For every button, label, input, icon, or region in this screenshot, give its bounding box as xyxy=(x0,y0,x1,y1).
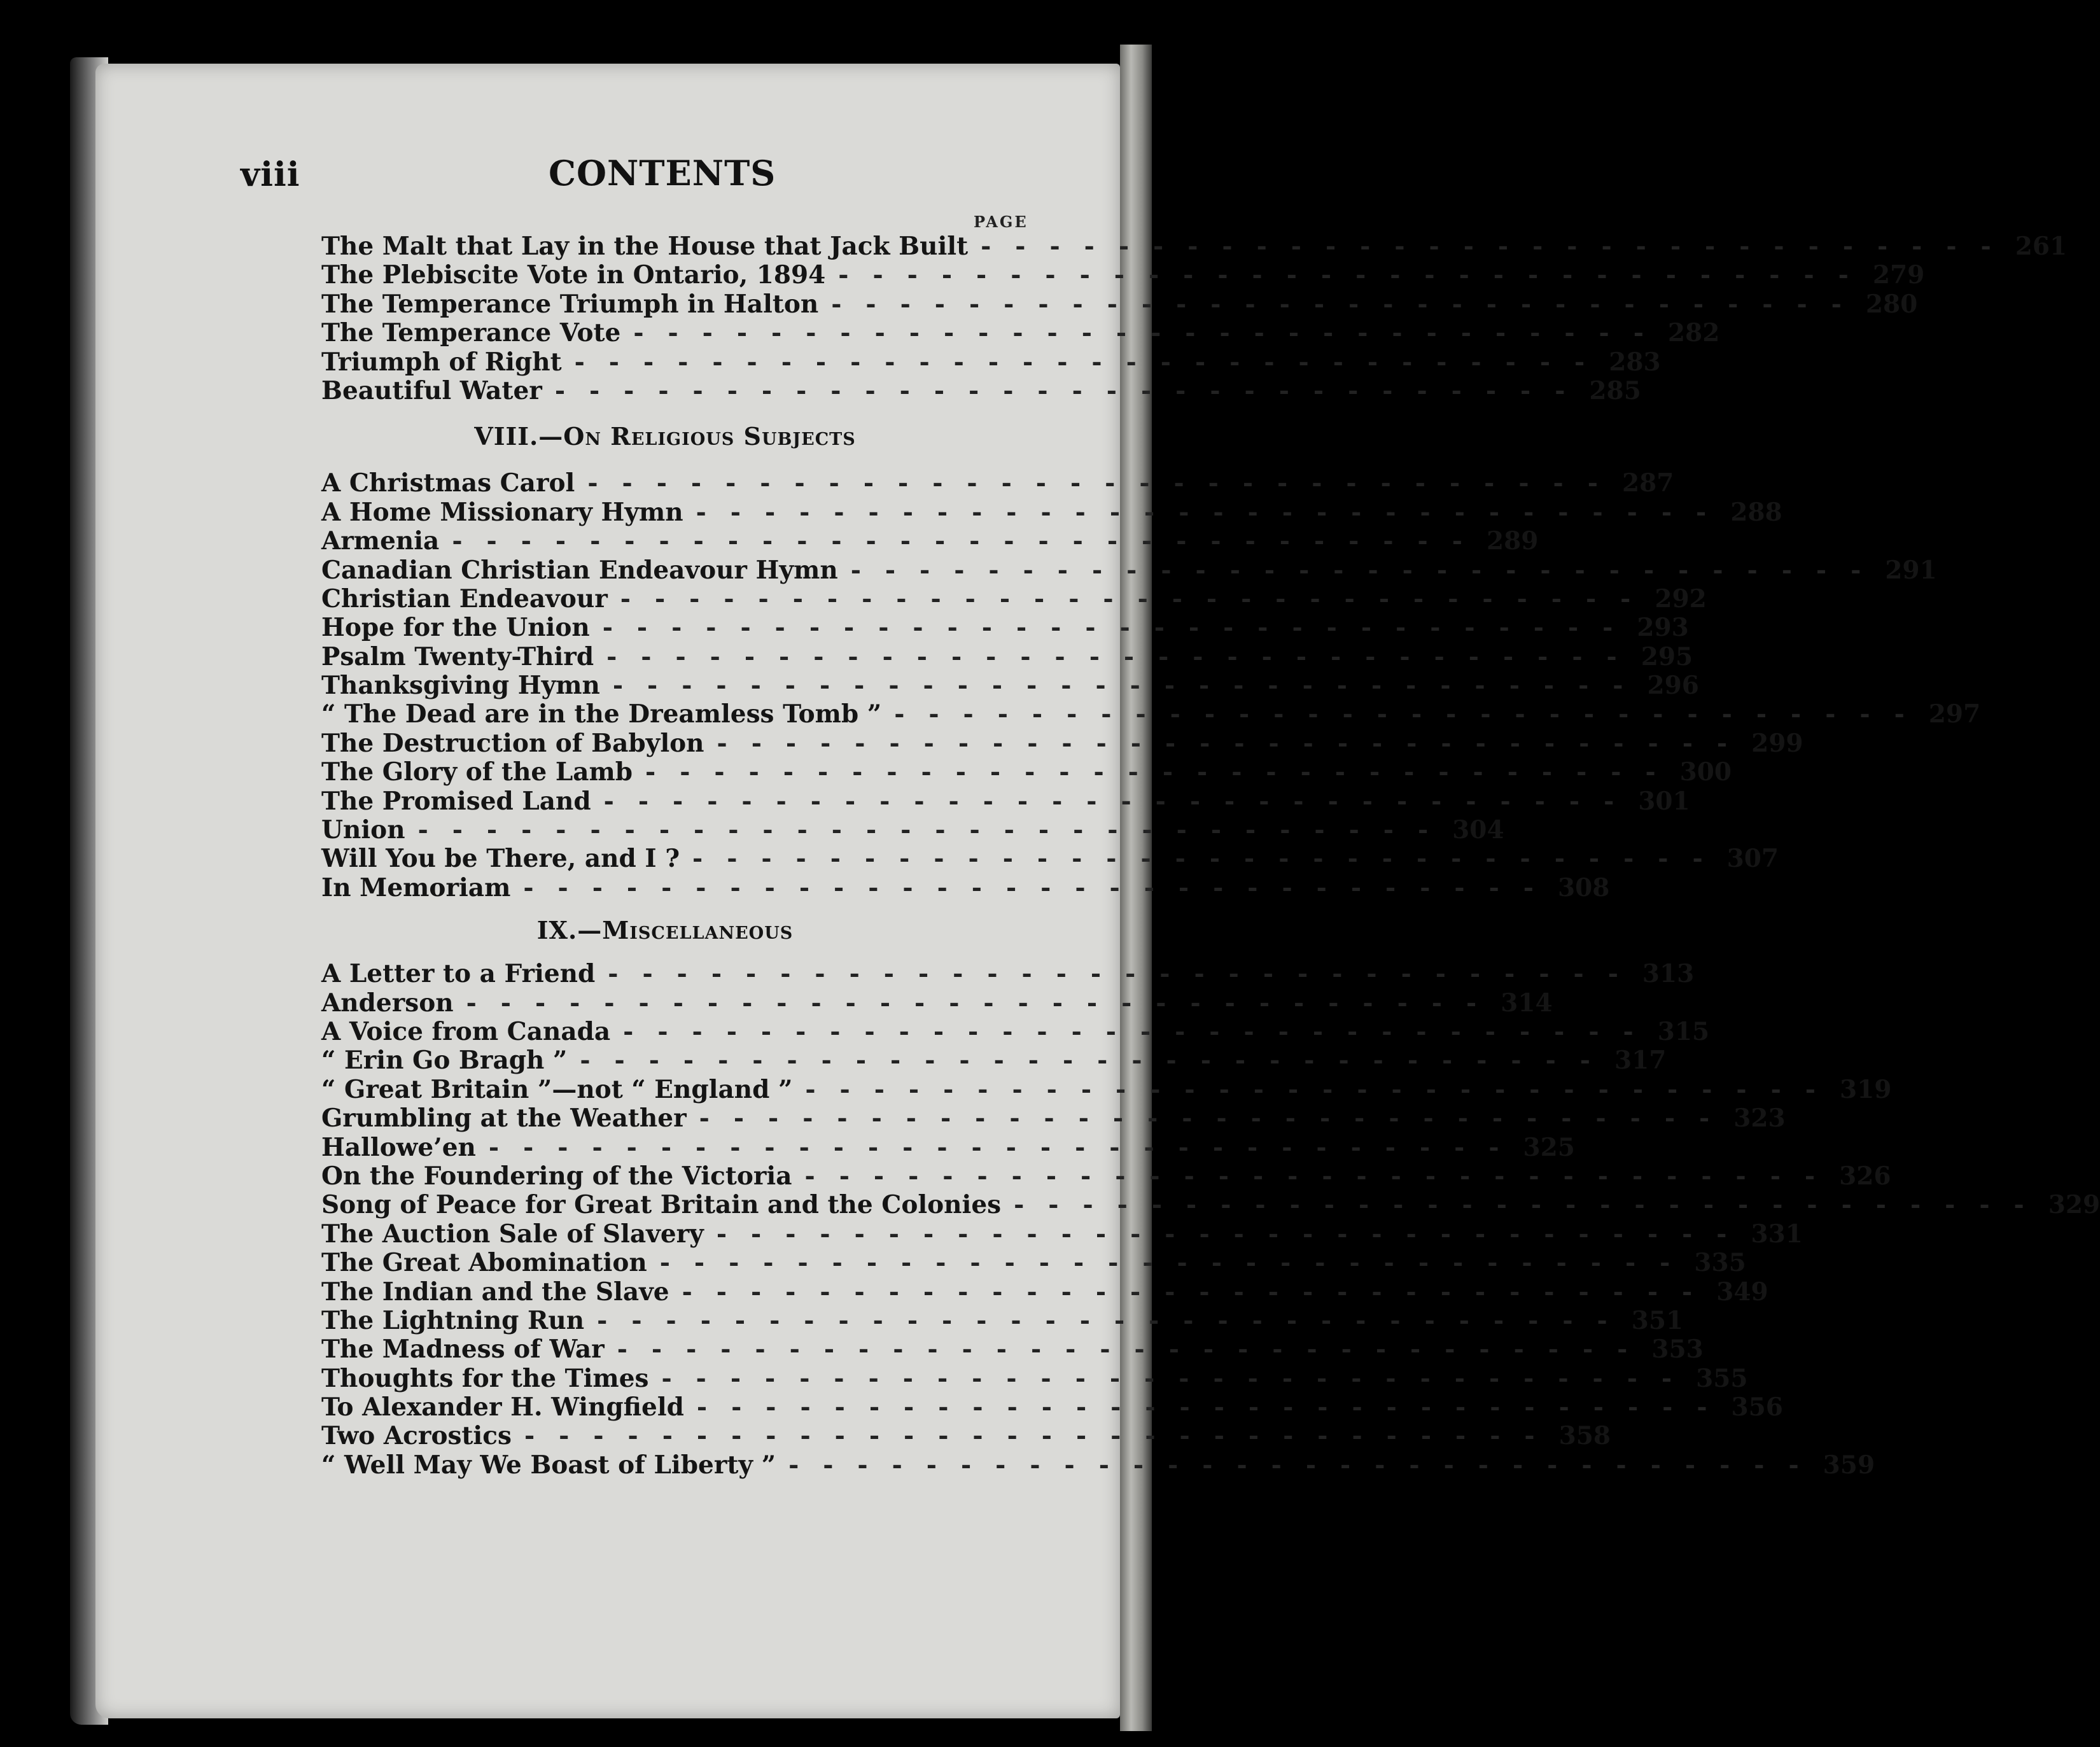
dot-leader: ------------------------------ xyxy=(466,988,1501,1018)
toc-entry xyxy=(321,260,1925,290)
toc-entry xyxy=(321,555,1937,585)
toc-entry-title: The Plebiscite Vote in Ontario, 1894 xyxy=(321,260,826,290)
dot-leader: ------------------------------ xyxy=(617,1335,1652,1365)
toc-entry-title: “ Erin Go Bragh ” xyxy=(321,1046,568,1076)
toc-entry xyxy=(321,232,2068,261)
dot-leader: ------------------------------ xyxy=(804,1161,1840,1191)
toc-section-religious xyxy=(321,405,1981,902)
toc-entry-title: A Voice from Canada xyxy=(321,1016,611,1046)
dot-leader: ------------------------------ xyxy=(554,375,1590,405)
dot-leader: ------------------------------ xyxy=(805,1074,1840,1104)
dot-leader: ------------------------------ xyxy=(645,757,1680,787)
toc-entry xyxy=(321,728,1803,758)
dot-leader: ------------------------------ xyxy=(838,260,1873,290)
toc-entry xyxy=(321,1046,1667,1076)
toc-entry xyxy=(321,1363,1748,1393)
toc-entry-title: The Indian and the Slave xyxy=(321,1277,669,1307)
toc-entry-page: 304 xyxy=(1452,815,1504,845)
dot-leader: ------------------------------ xyxy=(981,232,2015,261)
toc-entry-page: 308 xyxy=(1557,873,1610,902)
toc-entry-page: 285 xyxy=(1589,375,1641,405)
toc-entry-title: Triumph of Right xyxy=(321,347,562,377)
toc-entry xyxy=(321,584,1707,614)
dot-leader: ------------------------------ xyxy=(597,1305,1632,1335)
toc-entry-title: The Malt that Lay in the House that Jack Built xyxy=(321,232,969,261)
toc-entry-title: The Lightning Run xyxy=(321,1305,585,1335)
toc-entry-page: 326 xyxy=(1839,1161,1891,1191)
toc-entry-page: 335 xyxy=(1694,1248,1746,1278)
dot-leader: ------------------------------ xyxy=(717,728,1752,758)
toc-entry xyxy=(321,468,1674,498)
toc-entry-page: 295 xyxy=(1641,642,1693,671)
toc-entry xyxy=(321,1393,1783,1422)
toc-entry-page: 297 xyxy=(1928,699,1981,729)
toc-entry-title: The Temperance Triumph in Halton xyxy=(321,289,819,319)
dot-leader: ------------------------------ xyxy=(682,1277,1717,1307)
dot-leader: ------------------------------ xyxy=(894,699,1929,729)
dot-leader: ------------------------------ xyxy=(661,1363,1697,1393)
section-heading: VIII.—On Religious Subjects xyxy=(474,422,856,451)
toc-entry-title: Psalm Twenty-Third xyxy=(321,642,594,671)
toc-entry-page: 289 xyxy=(1486,526,1539,556)
toc-entry-title: Two Acrostics xyxy=(321,1421,512,1451)
toc-entry xyxy=(321,1450,1875,1480)
toc-entry-title: Canadian Christian Endeavour Hymn xyxy=(321,555,838,585)
toc-entry xyxy=(321,988,1553,1018)
toc-entry-title: Beautiful Water xyxy=(321,375,542,405)
toc-entry xyxy=(321,318,1720,348)
dot-leader: ------------------------------ xyxy=(603,786,1639,816)
toc-entry-page: 313 xyxy=(1642,959,1695,989)
toc-entry-title: Grumbling at the Weather xyxy=(321,1104,687,1133)
dot-leader: ------------------------------ xyxy=(716,1219,1751,1249)
toc-entry-page: 299 xyxy=(1751,728,1803,758)
dot-leader: ------------------------------ xyxy=(602,613,1637,643)
toc-entry-page: 288 xyxy=(1730,497,1782,527)
toc-entry-title: A Home Missionary Hymn xyxy=(321,497,683,527)
toc-entry xyxy=(321,1277,1768,1307)
dot-leader: ------------------------------ xyxy=(659,1248,1695,1278)
toc-entry-title: Armenia xyxy=(321,526,440,556)
toc-entry-page: 355 xyxy=(1696,1363,1748,1393)
toc-entry xyxy=(321,1161,1891,1191)
toc-entry xyxy=(321,1305,1684,1335)
toc-entry-page: 356 xyxy=(1731,1393,1783,1422)
toc-entry-title: On the Foundering of the Victoria xyxy=(321,1161,792,1191)
toc-entry xyxy=(321,1421,1611,1451)
toc-entry xyxy=(321,1335,1704,1365)
dot-leader: ------------------------------ xyxy=(620,584,1655,614)
toc-entry xyxy=(321,1016,1710,1046)
toc-entry xyxy=(321,497,1782,527)
toc-entry xyxy=(321,1104,1786,1133)
toc-entry-title: The Promised Land xyxy=(321,786,591,816)
page-column-label: PAGE xyxy=(974,213,1028,231)
toc-entry xyxy=(321,815,1504,845)
toc-entry-title: “ The Dead are in the Dreamless Tomb ” xyxy=(321,699,882,729)
dot-leader: ------------------------------ xyxy=(788,1450,1823,1480)
dot-leader: ------------------------------ xyxy=(692,844,1727,874)
dot-leader: ------------------------------ xyxy=(612,671,1648,701)
toc-entry-page: 293 xyxy=(1637,613,1689,643)
toc-entry xyxy=(321,1248,1746,1278)
toc-entry xyxy=(321,289,1918,319)
toc-entry-page: 279 xyxy=(1872,260,1925,290)
table-of-contents xyxy=(321,232,2100,1480)
toc-entry-page: 280 xyxy=(1865,289,1918,319)
dot-leader: ------------------------------ xyxy=(831,289,1866,319)
dot-leader: ------------------------------ xyxy=(696,497,1731,527)
dot-leader: ------------------------------ xyxy=(580,1046,1614,1076)
dot-leader: ------------------------------ xyxy=(696,1393,1732,1422)
dot-leader: ------------------------------ xyxy=(1014,1190,2048,1220)
dot-leader: ------------------------------ xyxy=(574,347,1609,377)
toc-entry xyxy=(321,671,1699,701)
toc-entry-title: “ Well May We Boast of Liberty ” xyxy=(321,1450,776,1480)
toc-entry-title: “ Great Britain ”—not “ England ” xyxy=(321,1074,793,1104)
toc-entry xyxy=(321,1190,2100,1220)
toc-entry-page: 296 xyxy=(1647,671,1699,701)
toc-entry-page: 353 xyxy=(1651,1335,1704,1365)
toc-entry-page: 331 xyxy=(1751,1219,1803,1249)
toc-entry-title: The Auction Sale of Slavery xyxy=(321,1219,704,1249)
toc-entry-title: The Madness of War xyxy=(321,1335,605,1365)
toc-entry-page: 351 xyxy=(1631,1305,1684,1335)
dot-leader: ------------------------------ xyxy=(417,815,1453,845)
toc-entry-title: A Letter to a Friend xyxy=(321,959,596,989)
toc-entry-title: Hope for the Union xyxy=(321,613,590,643)
toc-entry xyxy=(321,613,1689,643)
toc-entry-page: 261 xyxy=(2015,232,2068,261)
toc-entry xyxy=(321,375,1641,405)
toc-entry-title: The Destruction of Babylon xyxy=(321,728,704,758)
section-heading: IX.—Miscellaneous xyxy=(536,916,794,945)
dot-leader: ------------------------------ xyxy=(587,468,1622,498)
toc-entry-page: 315 xyxy=(1657,1016,1710,1046)
toc-entry xyxy=(321,699,1981,729)
dot-leader: ------------------------------ xyxy=(699,1104,1734,1133)
toc-entry-title: In Memoriam xyxy=(321,873,511,902)
page-title: CONTENTS xyxy=(549,153,776,193)
dot-leader: ------------------------------ xyxy=(524,1421,1559,1451)
toc-entry-page: 349 xyxy=(1716,1277,1768,1307)
toc-entry-page: 325 xyxy=(1523,1132,1575,1162)
toc-entry-page: 307 xyxy=(1726,844,1779,874)
dot-leader: ------------------------------ xyxy=(452,526,1487,556)
toc-entry-page: 323 xyxy=(1733,1104,1786,1133)
dot-leader: ------------------------------ xyxy=(608,959,1642,989)
toc-entry-title: Christian Endeavour xyxy=(321,584,608,614)
toc-entry-page: 319 xyxy=(1839,1074,1892,1104)
toc-entry-title: Thoughts for the Times xyxy=(321,1363,649,1393)
toc-entry-title: Thanksgiving Hymn xyxy=(321,671,600,701)
toc-entry xyxy=(321,873,1610,902)
toc-entry xyxy=(321,959,1695,989)
toc-entry xyxy=(321,786,1690,816)
toc-section-miscellaneous xyxy=(321,902,2100,1480)
toc-entry-page: 292 xyxy=(1655,584,1707,614)
toc-entry xyxy=(321,844,1779,874)
toc-entry-page: 301 xyxy=(1638,786,1690,816)
toc-entry-page: 283 xyxy=(1609,347,1661,377)
dot-leader: ------------------------------ xyxy=(488,1132,1523,1162)
toc-entry-title: Hallowe’en xyxy=(321,1132,476,1162)
dot-leader: ------------------------------ xyxy=(523,873,1558,902)
toc-entry-title: A Christmas Carol xyxy=(321,468,575,498)
toc-entry-page: 314 xyxy=(1501,988,1553,1018)
page-number: viii xyxy=(241,155,300,194)
toc-entry xyxy=(321,1074,1892,1104)
dot-leader: ------------------------------ xyxy=(850,555,1886,585)
toc-entry-title: To Alexander H. Wingfield xyxy=(321,1393,684,1422)
toc-entry-title: Song of Peace for Great Britain and the Colonies xyxy=(321,1190,1002,1220)
dot-leader: ------------------------------ xyxy=(633,318,1668,348)
toc-entry-page: 359 xyxy=(1823,1450,1875,1480)
toc-entry-page: 317 xyxy=(1614,1046,1667,1076)
toc-entry xyxy=(321,526,1539,556)
toc-entry-page: 300 xyxy=(1679,757,1732,787)
toc-entry xyxy=(321,347,1661,377)
toc-entry-title: The Temperance Vote xyxy=(321,318,621,348)
toc-section-temperance xyxy=(321,232,2068,405)
toc-entry-page: 282 xyxy=(1667,318,1720,348)
toc-entry-title: Anderson xyxy=(321,988,454,1018)
toc-entry-page: 287 xyxy=(1621,468,1674,498)
toc-entry xyxy=(321,757,1732,787)
toc-entry xyxy=(321,1219,1803,1249)
toc-entry xyxy=(321,642,1693,671)
toc-entry-title: Union xyxy=(321,815,405,845)
toc-entry-title: Will You be There, and I ? xyxy=(321,844,680,874)
toc-entry-title: The Glory of the Lamb xyxy=(321,757,633,787)
toc-entry xyxy=(321,1132,1575,1162)
toc-entry-page: 329 xyxy=(2048,1190,2100,1220)
dot-leader: ------------------------------ xyxy=(606,642,1641,671)
dot-leader: ------------------------------ xyxy=(623,1016,1658,1046)
toc-entry-page: 358 xyxy=(1558,1421,1611,1451)
toc-entry-title: The Great Abomination xyxy=(321,1248,647,1278)
toc-entry-page: 291 xyxy=(1885,555,1937,585)
